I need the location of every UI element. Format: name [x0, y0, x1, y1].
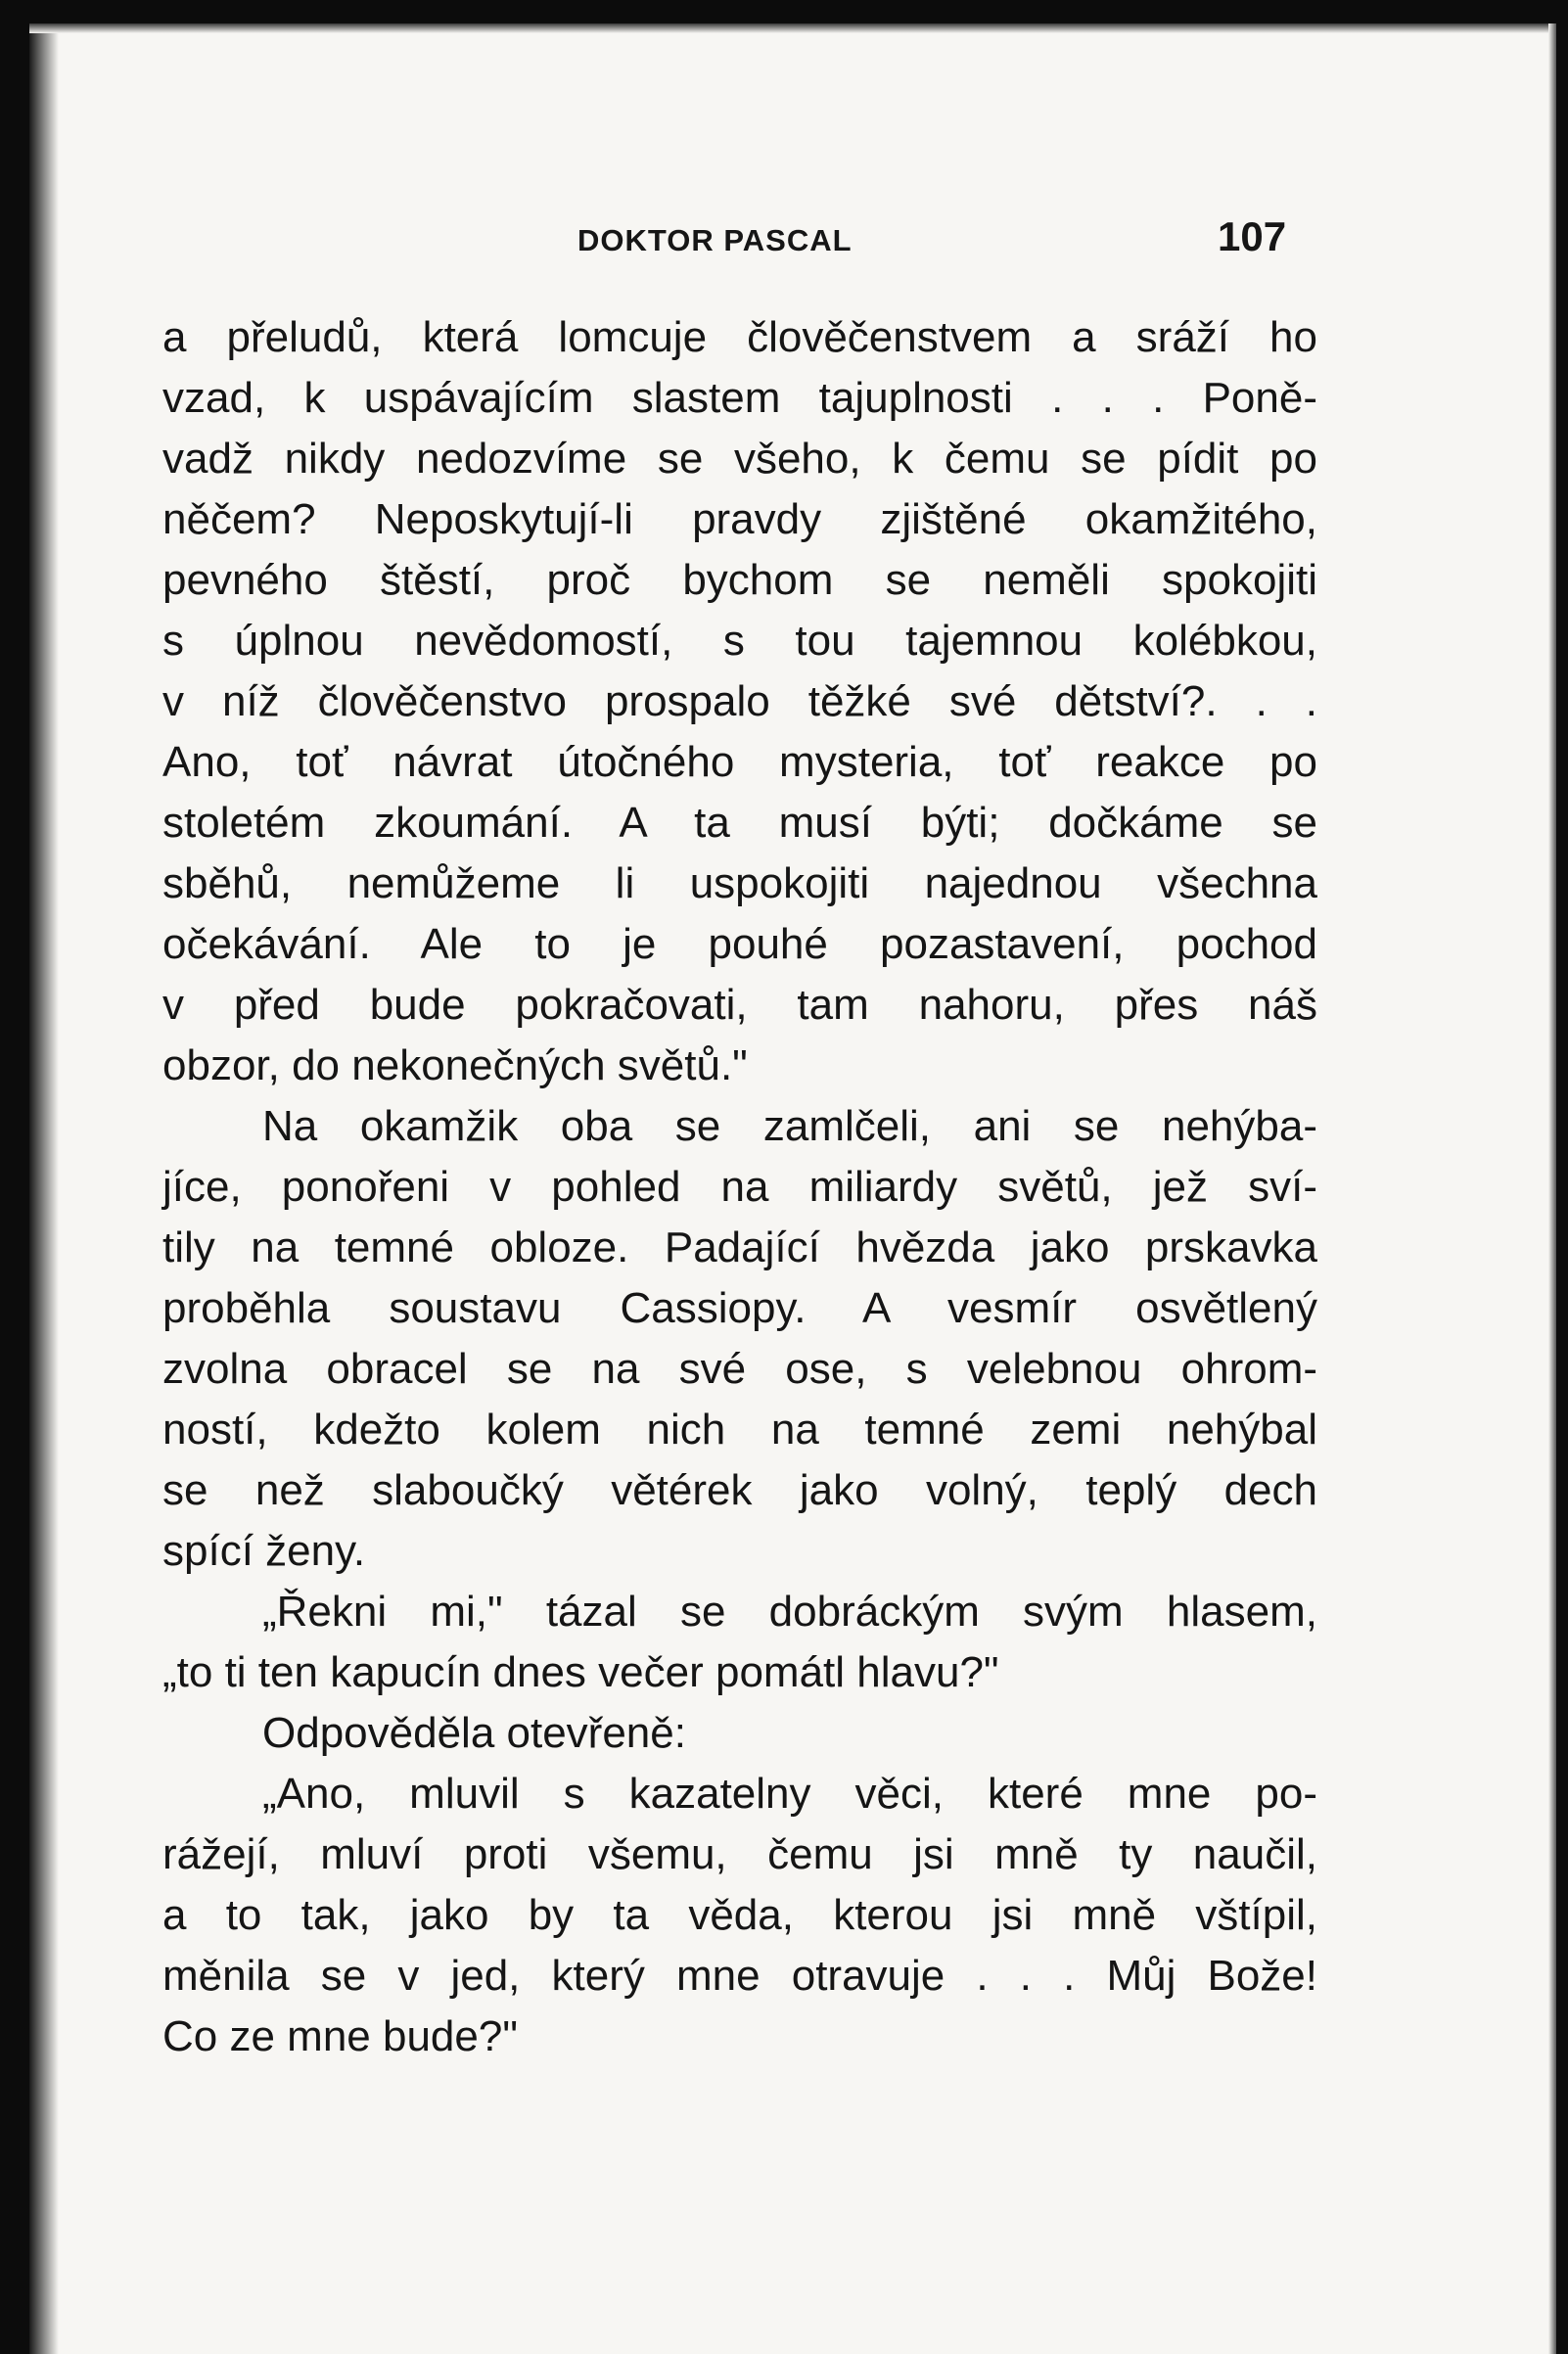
text-line: vzad, k uspávajícím slastem tajuplnosti . . . Poně- — [162, 374, 1317, 422]
text-line: pevného štěstí, proč bychom se neměli spokojiti — [162, 556, 1317, 604]
text-line: stoletém zkoumání. A ta musí býti; dočkáme se — [162, 799, 1317, 847]
text-line: jíce, ponořeni v pohled na miliardy světů, jež sví- — [162, 1163, 1317, 1211]
text-line: „Ano, mluvil s kazatelny věci, které mne po- — [262, 1770, 1317, 1818]
text-line: něčem? Neposkytují-li pravdy zjištěné okamžitého, — [162, 495, 1317, 543]
page-number: 107 — [1218, 213, 1287, 259]
text-line: „to ti ten kapucín dnes večer pomátl hlavu?" — [162, 1648, 999, 1696]
text-line: Na okamžik oba se zamlčeli, ani se nehýba- — [262, 1102, 1317, 1150]
body-text — [162, 307, 1317, 2067]
scan-edge-right — [1548, 23, 1556, 2354]
text-line: a přeludů, která lomcuje člověčenstvem a sráží ho — [162, 313, 1317, 361]
text-line: Ano, toť návrat útočného mysteria, toť reakce po — [162, 738, 1317, 786]
text-line: sběhů, nemůžeme li uspokojiti najednou všechna — [162, 859, 1317, 907]
text-line: v níž člověčenstvo prospalo těžké své dětství?. . . — [162, 677, 1317, 725]
text-line: proběhla soustavu Cassiopy. A vesmír osvětlený — [162, 1284, 1317, 1332]
paragraph — [162, 1582, 1317, 1703]
running-title: DOKTOR PASCAL — [577, 223, 853, 257]
text-line: a to tak, jako by ta věda, kterou jsi mně vštípil, — [162, 1891, 1317, 1939]
text-line: zvolna obracel se na své ose, s velebnou ohrom- — [162, 1345, 1317, 1393]
paragraph — [162, 1703, 1317, 1764]
text-line: Odpověděla otevřeně: — [262, 1709, 686, 1757]
text-line: se než slaboučký větérek jako volný, teplý dech — [162, 1466, 1317, 1514]
text-line: rážejí, mluví proti všemu, čemu jsi mně ty naučil, — [162, 1830, 1317, 1878]
text-line: Co ze mne bude?" — [162, 2012, 518, 2060]
text-line: tily na temné obloze. Padající hvězda jako prskavka — [162, 1223, 1317, 1271]
text-line: „Řekni mi," tázal se dobráckým svým hlasem, — [262, 1588, 1317, 1636]
text-line: spící ženy. — [162, 1527, 366, 1575]
paragraph — [162, 1764, 1317, 2067]
text-line: v před bude pokračovati, tam nahoru, přes náš — [162, 981, 1317, 1029]
paragraph — [162, 307, 1317, 1096]
text-line: očekávání. Ale to je pouhé pozastavení, pochod — [162, 920, 1317, 968]
scan-edge-top — [29, 23, 1556, 33]
text-line: ností, kdežto kolem nich na temné zemi nehýbal — [162, 1406, 1317, 1454]
book-page — [29, 23, 1556, 2354]
text-line: měnila se v jed, který mne otravuje . . . Můj Bože! — [162, 1952, 1317, 2000]
scan-edge-left — [29, 23, 59, 2354]
text-line: vadž nikdy nedozvíme se všeho, k čemu se pídit po — [162, 435, 1317, 483]
paragraph — [162, 1096, 1317, 1582]
text-line: s úplnou nevědomostí, s tou tajemnou kolébkou, — [162, 617, 1317, 665]
text-line: obzor, do nekonečných světů." — [162, 1041, 748, 1089]
